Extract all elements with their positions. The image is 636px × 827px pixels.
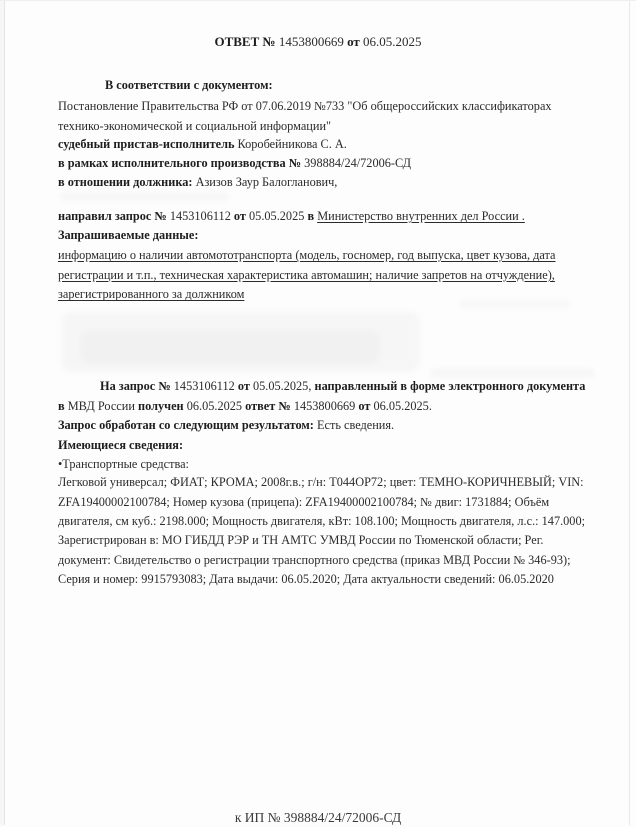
scan-artifact <box>460 300 570 308</box>
debtor-name: Азизов Заур Балогланович, <box>195 175 338 189</box>
title-number: 1453800669 <box>278 34 344 49</box>
footer-reference: к ИП № 398884/24/72006-СД <box>234 810 402 825</box>
result-value: Есть сведения. <box>316 418 395 432</box>
scan-edge-right <box>629 0 630 825</box>
proceeding-label: в рамках исполнительного производства № <box>58 156 302 170</box>
vehicle-registration-paragraph: Зарегистрирован в: МО ГИБДД РЭР и ТН АМТС УМВД России по Тюменской области; Рег. документ: Свидетельство о регистрации транспортного средства (приказ МВД России № 346-93); Серия и номер: 9915793083; Дата выдачи: 06.05.2020; Дата актуальности сведений: 06.05.2020 <box>58 533 571 587</box>
bailiff-name: Коробейникова С. А. <box>237 137 347 151</box>
requested-data-heading: Запрашиваемые данные: <box>58 228 199 242</box>
proceeding-line <box>58 154 595 174</box>
accordance-heading: В соответствии с документом: <box>105 78 273 92</box>
debtor-line <box>58 173 595 193</box>
debtor-label: в отношении должника: <box>58 175 193 189</box>
bailiff-line <box>58 135 595 155</box>
bailiff-label: судебный пристав-исполнитель <box>58 137 235 151</box>
scan-artifact <box>60 192 230 201</box>
result-label: Запрос обработан со следующим результатом: <box>58 418 314 432</box>
scan-edge-left <box>4 0 5 825</box>
request-sent-line: направил запрос № 1453106112 от 05.05.2025 в Министерство внутренних дел России . <box>58 209 525 223</box>
title-label: ОТВЕТ № <box>214 34 276 49</box>
request-recipient: Министерство внутренних дел России . <box>317 209 525 223</box>
response-paragraph: На запрос № 1453106112 от 05.05.2025, направленный в форме электронного документа в МВД России получен 06.05.2025 ответ № 1453800669 от 06.05.2025. <box>58 379 586 413</box>
result-line <box>58 416 595 436</box>
proceeding-number: 398884/24/72006-СД <box>304 156 411 170</box>
scan-edge-top <box>0 0 636 1</box>
title-date: 06.05.2025 <box>363 34 422 49</box>
vehicle-description-paragraph: Легковой универсал; ФИАТ; КРОМА; 2008г.в.; г/н: Т044ОР72; цвет: ТЕМНО-КОРИЧНЕВЫЙ; VIN: ZFA19400002100784; Номер кузова (прицепа): ZFA19400002100784; № двиг: 1731884; Объём двигателя, см куб.: 2198.000; Мощность двигателя, кВт: 108.100; Мощность двигателя, л.с.: 147.000; <box>58 475 586 529</box>
document-title <box>0 33 636 51</box>
requested-info-paragraph: информацию о наличии автомототранспорта (модель, госномер, год выпуска, цвет кузова, дата регистрации и т.п., техническая характеристика автомашин; наличие запретов на отчуждение), зарегистрированного за должником <box>58 248 556 302</box>
title-from-label: от <box>347 34 360 49</box>
available-info-heading: Имеющиеся сведения: <box>58 438 184 452</box>
vehicles-section-title: •Транспортные средства: <box>58 457 189 471</box>
redacted-region-inner <box>80 330 380 364</box>
resolution-paragraph: Постановление Правительства РФ от 07.06.2019 №733 "Об общероссийских классификаторах технико-экономической и социальной информации" <box>58 99 552 133</box>
scan-artifact <box>430 368 595 378</box>
